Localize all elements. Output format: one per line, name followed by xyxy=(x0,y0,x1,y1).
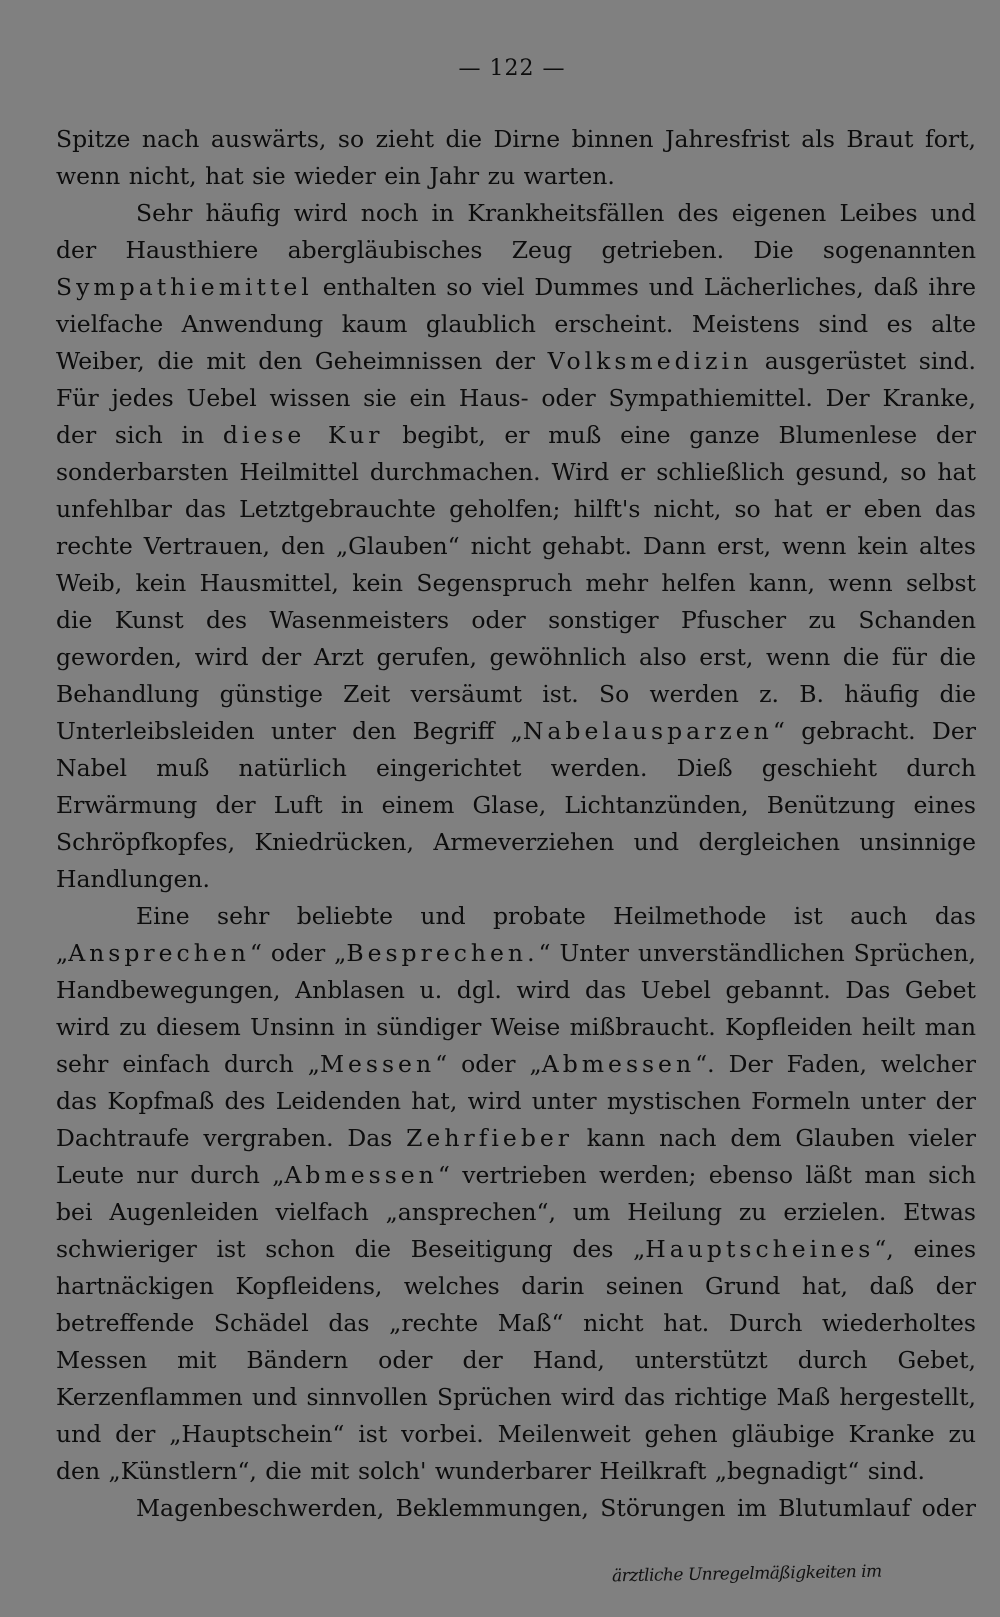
paragraph-4 xyxy=(56,1490,976,1527)
emphasized-term: Sympathiemittel xyxy=(56,273,313,301)
page-number: — 122 — xyxy=(458,56,566,81)
paragraph-1 xyxy=(56,121,976,195)
handwritten-annotation: ärztliche Unregelmäßigkeiten im xyxy=(611,1561,882,1587)
emphasized-term: Hauptscheines xyxy=(645,1235,875,1263)
emphasized-term: diese Kur xyxy=(222,421,384,449)
text-run: Sehr häufig wird noch in Krankheitsfällen des eigenen Leibes und der Hausthiere abergläubisches Zeug getrieben. Die sogenannten xyxy=(56,199,976,264)
text-run: “ Unter unverständlichen Sprüchen, Handbewegungen, Anblasen u. dgl. wird das Uebel gebannt. Das Gebet wird zu diesem Unsinn in sündiger Weise mißbraucht. Kopfleiden heilt man sehr einfach durch „ xyxy=(56,939,976,1078)
text-run: “. Der Faden, welcher das Kopfmaß des Leidenden hat, wird unter mystischen Formeln unter der Dachtraufe vergraben. Das xyxy=(56,1050,976,1152)
emphasized-term: Ansprechen xyxy=(68,939,250,967)
emphasized-term: Zehrfieber xyxy=(406,1124,574,1152)
emphasized-term: Besprechen. xyxy=(346,939,539,967)
text-run: ausgerüstet sind. Für jedes Uebel wissen sie ein Haus- oder Sympathiemittel. Der Kranke, der sich in xyxy=(56,347,976,449)
text-run: Eine sehr beliebte und probate Heilmethode ist auch das „ xyxy=(56,902,976,967)
text-run: Magenbeschwerden, Beklemmungen, Störungen im Blutumlauf oder xyxy=(136,1494,976,1522)
emphasized-term: Messen xyxy=(319,1050,436,1078)
text-run: “ gebracht. Der Nabel muß natürlich eingerichtet werden. Dieß geschieht durch Erwärmung der Luft in einem Glase, Lichtanzünden, Benützung eines Schröpfkopfes, Kniedrücken, Armeverziehen und dergleichen unsinnige Handlungen. xyxy=(56,717,976,893)
emphasized-term: Abmessen xyxy=(284,1161,438,1189)
paragraph-3 xyxy=(56,898,976,1490)
text-run: “, eines hartnäckigen Kopfleidens, welches darin seinen Grund hat, daß der betreffende Schädel das „rechte Maß“ nicht hat. Durch wiederholtes Messen mit Bändern oder der Hand, unterstützt durch Gebet, Kerzenflammen und sinnvollen Sprüchen wird das richtige Maß hergestellt, und der „Hauptschein“ ist vorbei. Meilenweit gehen gläubige Kranke zu den „Künstlern“, die mit solch' wunderbarer Heilkraft „begnadigt“ sind. xyxy=(56,1235,976,1485)
text-run: begibt, er muß eine ganze Blumenlese der sonderbarsten Heilmittel durchmachen. Wird er schließlich gesund, so hat unfehlbar das Letztgebrauchte geholfen; hilft's nicht, so hat er eben das rechte Vertrauen, den „Glauben“ nicht gehabt. Dann erst, wenn kein altes Weib, kein Hausmittel, kein Segenspruch mehr helfen kann, wenn selbst die Kunst des Wasenmeisters oder sonstiger Pfuscher zu Schanden geworden, wird der Arzt gerufen, gewöhnlich also erst, wenn die für die Behandlung günstige Zeit versäumt ist. So werden z. B. häufig die Unterleibsleiden unter den Begriff „ xyxy=(56,421,977,745)
text-run: Spitze nach auswärts, so zieht die Dirne binnen Jahresfrist als Braut fort, wenn nicht, hat sie wieder ein Jahr zu warten. xyxy=(56,125,976,190)
emphasized-term: Volksmedizin xyxy=(547,347,753,375)
text-run: “ vertrieben werden; ebenso läßt man sich bei Augenleiden vielfach „ansprechen“, um Heilung zu erzielen. Etwas schwieriger ist schon die Beseitigung des „ xyxy=(56,1161,976,1263)
paragraph-2 xyxy=(56,195,976,898)
text-run: “ oder „ xyxy=(435,1050,542,1078)
emphasized-term: Nabelausparzen xyxy=(522,717,773,745)
emphasized-term: Abmessen xyxy=(541,1050,696,1078)
text-run: kann nach dem Glauben vieler Leute nur durch „ xyxy=(56,1124,976,1189)
text-run: “ oder „ xyxy=(249,939,347,967)
text-run: enthalten so viel Dummes und Lächerliches, daß ihre vielfache Anwendung kaum glaublich erscheint. Meistens sind es alte Weiber, die mit den Geheimnissen der xyxy=(56,273,976,375)
